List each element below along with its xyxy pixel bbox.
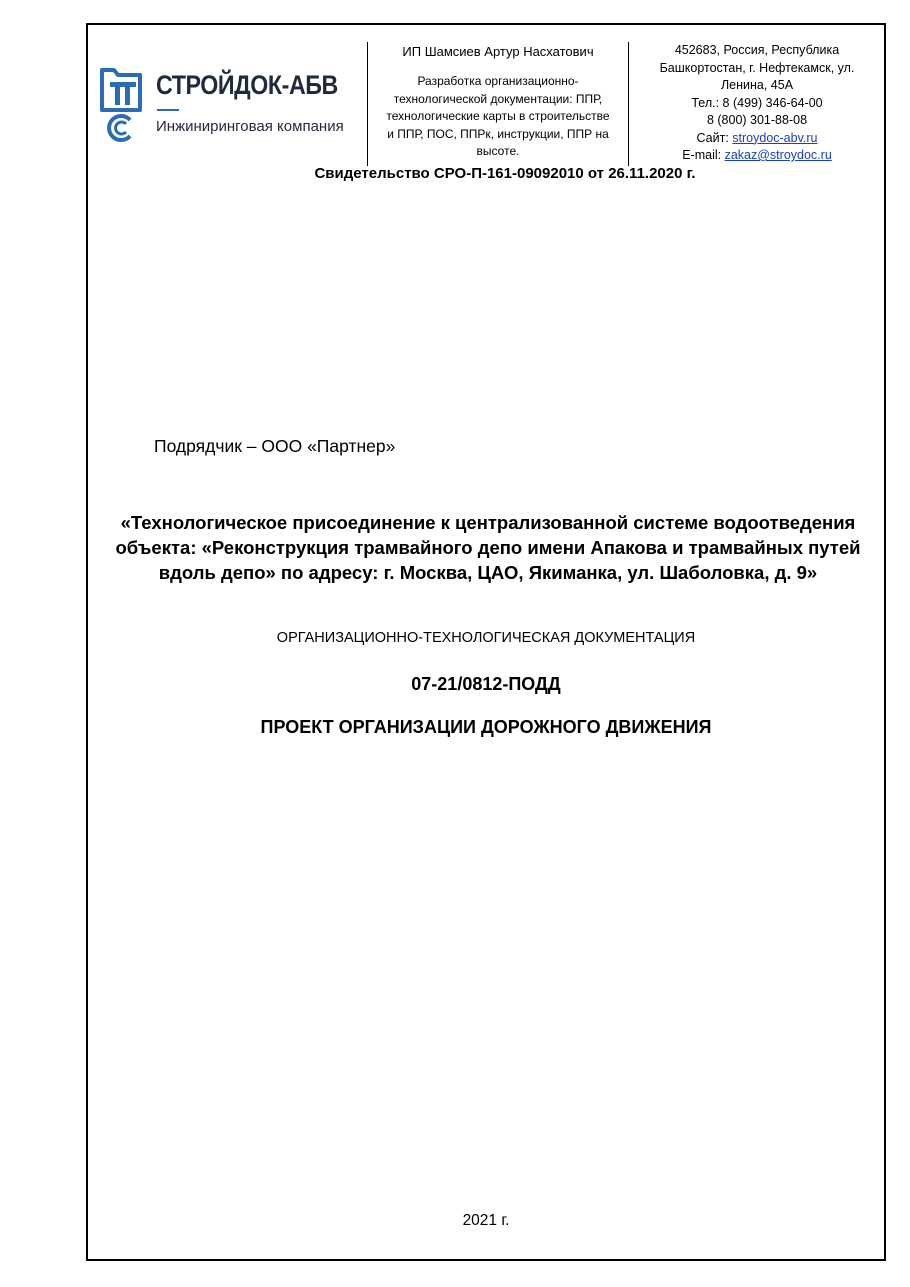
contractor-line: Подрядчик – ООО «Партнер»	[154, 436, 396, 456]
document-name: ПРОЕКТ ОРГАНИЗАЦИИ ДОРОЖНОГО ДВИЖЕНИЯ	[260, 717, 712, 737]
services-text: Разработка организационно-технологической документации: ППР, технологические карты в строительстве и ППР, ПОС, ППРк, инструкции, ППР на высоте.	[386, 74, 610, 158]
company-logo	[100, 66, 360, 144]
object-title-line-3: вдоль депо» по адресу: г. Москва, ЦАО, Якиманка, ул. Шаболовка, д. 9»	[158, 562, 818, 583]
address-line-1: 452683, Россия, Республика	[674, 43, 840, 57]
owner-name: ИП Шамсиев Артур Насхатович	[402, 44, 594, 59]
header-divider-right	[628, 42, 629, 166]
site-label: Сайт:	[696, 130, 733, 145]
logo-mark-icon	[100, 66, 150, 142]
object-title-line-2: объекта: «Реконструкция трамвайного депо имени Апакова и трамвайных путей	[115, 537, 861, 558]
email-label: E-mail:	[682, 148, 725, 162]
sro-certificate: Свидетельство СРО-П-161-09092010 от 26.11.2020 г.	[314, 165, 696, 182]
brand-divider	[157, 109, 179, 111]
document-type: ОРГАНИЗАЦИОННО-ТЕХНОЛОГИЧЕСКАЯ ДОКУМЕНТАЦИЯ	[276, 630, 696, 646]
header-divider-left	[367, 42, 368, 166]
phone-1: Тел.: 8 (499) 346-64-00	[691, 95, 823, 110]
site-line	[632, 130, 882, 148]
phone-2: 8 (800) 301-88-08	[706, 113, 808, 127]
object-title-line-1: «Технологическое присоединение к централизованной системе водоотведения	[120, 512, 856, 533]
email-line	[632, 147, 882, 165]
document-code: 07-21/0812-ПОДД	[411, 674, 561, 694]
address-line-3: Ленина, 45А	[720, 78, 794, 92]
object-title	[100, 510, 876, 585]
owner-block	[370, 42, 626, 161]
email-link[interactable]: zakaz@stroydoc.ru	[724, 148, 832, 162]
brand-subtitle: Инжиниринговая компания	[156, 118, 344, 135]
contacts-block	[632, 42, 882, 165]
address-line-2: Башкортостан, г. Нефтекамск, ул.	[659, 60, 855, 75]
document-year: 2021 г.	[462, 1212, 510, 1229]
site-link[interactable]: stroydoc-abv.ru	[732, 130, 818, 145]
brand-name: СТРОЙДОК-АБВ	[156, 70, 338, 100]
